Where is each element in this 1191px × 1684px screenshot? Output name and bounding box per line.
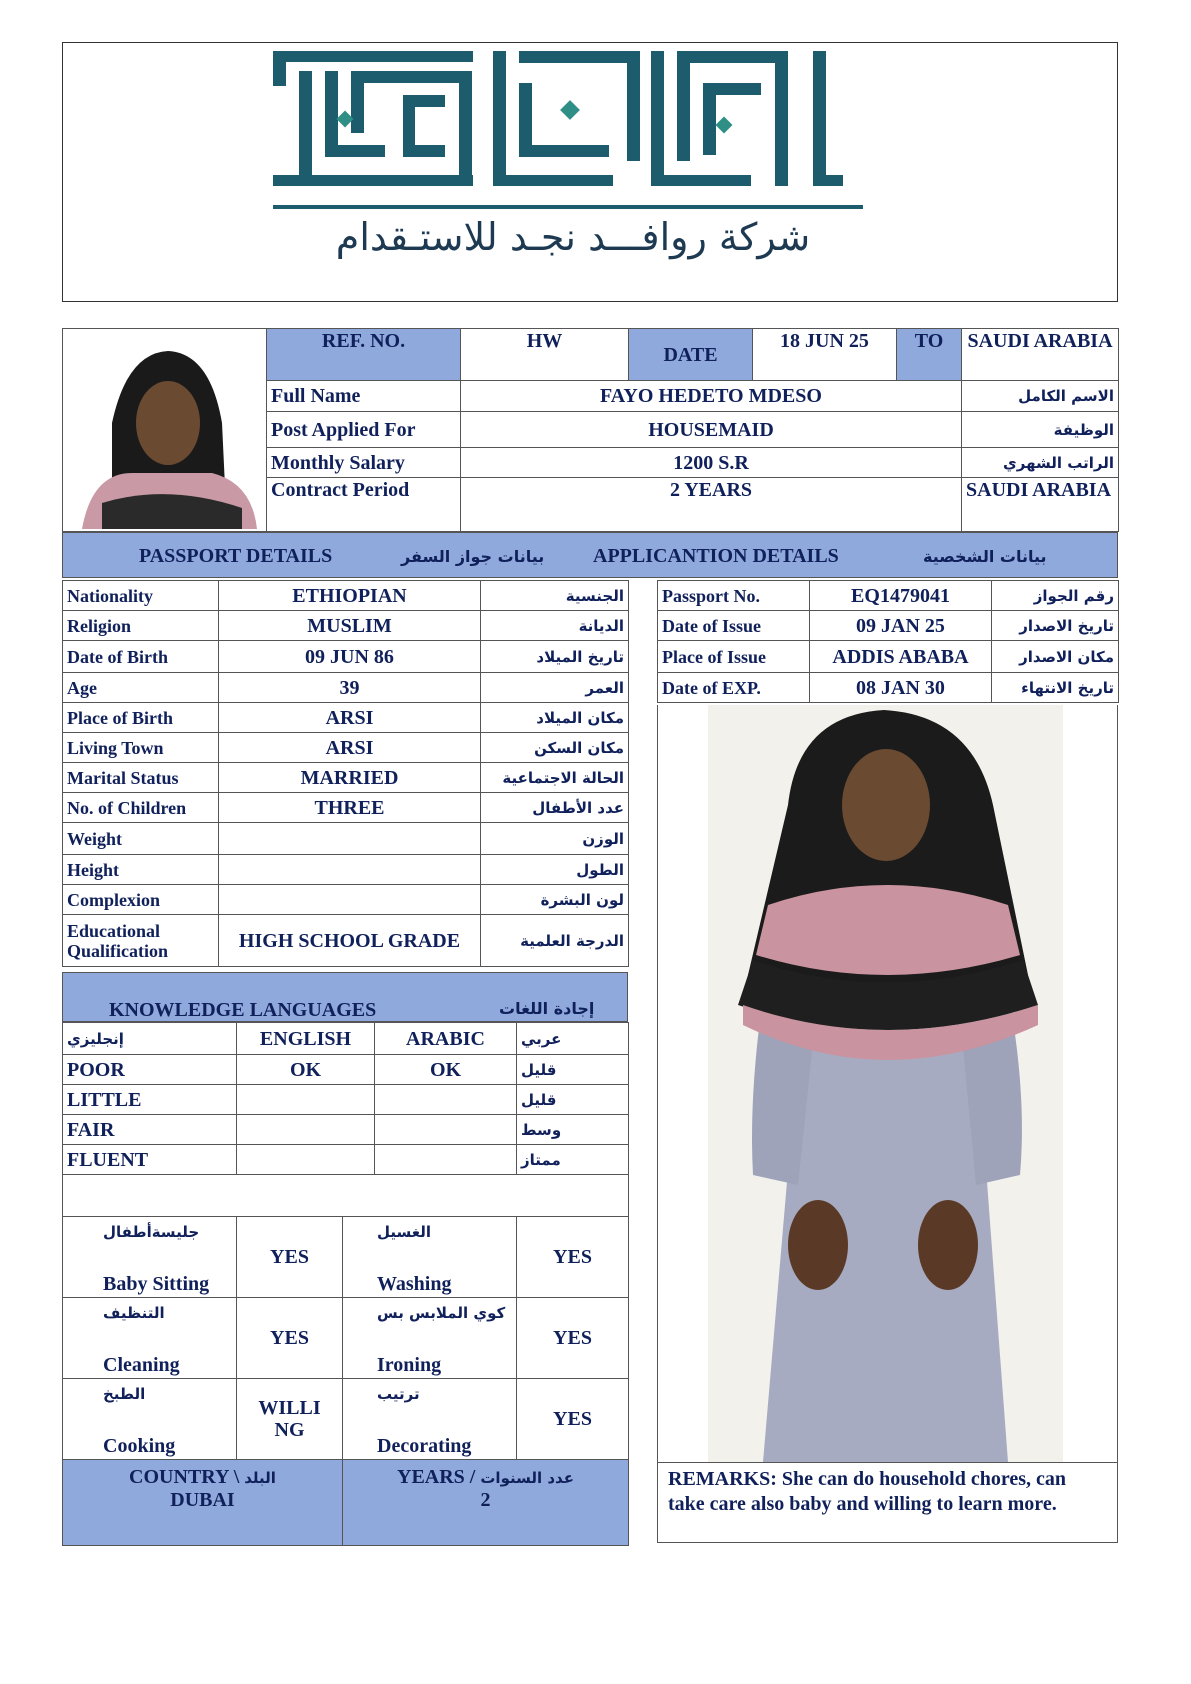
date-label: DATE xyxy=(629,329,753,381)
lang-english: OK xyxy=(237,1055,375,1085)
personal-row xyxy=(63,855,629,885)
passport-details-heading: PASSPORT DETAILS xyxy=(139,545,333,567)
personal-value: ARSI xyxy=(219,733,481,763)
personal-label: Religion xyxy=(63,611,219,641)
lang-head-ar-right: عربي xyxy=(517,1023,629,1055)
summary-value: 2 YEARS xyxy=(461,478,962,532)
personal-ar: الطول xyxy=(481,855,629,885)
summary-label: Contract Period xyxy=(267,478,461,532)
languages-table xyxy=(62,1022,629,1217)
personal-label: Marital Status xyxy=(63,763,219,793)
years-value: 2 xyxy=(480,1489,491,1511)
passport-label: Date of Issue xyxy=(658,611,810,641)
personal-ar: الجنسية xyxy=(481,581,629,611)
personal-value: 09 JUN 86 xyxy=(219,641,481,673)
summary-ar: الوظيفة xyxy=(962,412,1119,448)
personal-row xyxy=(63,885,629,915)
language-row xyxy=(63,1115,629,1145)
skill-left-ar: جليسةأطفال xyxy=(103,1223,200,1241)
passport-label: Place of Issue xyxy=(658,641,810,673)
lang-arabic xyxy=(375,1085,517,1115)
languages-heading-ar: إجادة اللغات xyxy=(499,999,595,1018)
passport-value: 09 JAN 25 xyxy=(810,611,992,641)
experience-years-cell xyxy=(343,1460,629,1546)
personal-ar: تاريخ الميلاد xyxy=(481,641,629,673)
personal-label: Educational Qualification xyxy=(63,915,219,967)
lang-ar: قليل xyxy=(517,1055,629,1085)
languages-heading-bar xyxy=(62,972,628,1022)
country-value: DUBAI xyxy=(170,1489,235,1511)
skill-left-en: Baby Sitting xyxy=(103,1273,210,1295)
skill-left-en: Cooking xyxy=(103,1435,176,1457)
skill-right-en: Washing xyxy=(377,1273,452,1295)
lang-level: FLUENT xyxy=(63,1145,237,1175)
lang-head-arabic: ARABIC xyxy=(375,1023,517,1055)
skill-right xyxy=(343,1298,517,1379)
personal-label: No. of Children xyxy=(63,793,219,823)
photo-cell xyxy=(63,329,267,532)
passport-value: ADDIS ABABA xyxy=(810,641,992,673)
skill-right-ar: ترتيب xyxy=(377,1385,420,1403)
passport-label: Date of EXP. xyxy=(658,673,810,703)
personal-value: MUSLIM xyxy=(219,611,481,641)
language-row xyxy=(63,1085,629,1115)
personal-value: 39 xyxy=(219,673,481,703)
skill-left xyxy=(63,1217,237,1298)
personal-row xyxy=(63,793,629,823)
personal-label: Date of Birth xyxy=(63,641,219,673)
personal-row xyxy=(63,641,629,673)
logo-tagline: شركة روافـــد نجـد للاستـقدام xyxy=(335,215,811,259)
header-table xyxy=(62,328,1119,532)
skill-left-value: YES xyxy=(237,1298,343,1379)
ref-label: REF. NO. xyxy=(267,329,461,381)
summary-ar: الراتب الشهري xyxy=(962,448,1119,478)
skill-left-ar: التنظيف xyxy=(103,1304,165,1322)
skill-left-en: Cleaning xyxy=(103,1354,180,1376)
passport-ar: مكان الاصدار xyxy=(992,641,1119,673)
skill-right xyxy=(343,1379,517,1460)
skill-right-ar: الغسيل xyxy=(377,1223,432,1241)
experience-country-cell xyxy=(63,1460,343,1546)
personal-ar: الحالة الاجتماعية xyxy=(481,763,629,793)
passport-ar: تاريخ الانتهاء xyxy=(992,673,1119,703)
personal-value xyxy=(219,823,481,855)
summary-label: Monthly Salary xyxy=(267,448,461,478)
personal-ar: الدرجة العلمية xyxy=(481,915,629,967)
summary-value: HOUSEMAID xyxy=(461,412,962,448)
personal-value xyxy=(219,855,481,885)
personal-label: Nationality xyxy=(63,581,219,611)
lang-english xyxy=(237,1115,375,1145)
remarks-text: REMARKS: She can do household chores, can take care also baby and willing to learn more. xyxy=(668,1468,1067,1515)
lang-arabic xyxy=(375,1145,517,1175)
to-label: TO xyxy=(897,329,962,381)
lang-ar: وسط xyxy=(517,1115,629,1145)
to-value: SAUDI ARABIA xyxy=(962,329,1119,381)
country-label: COUNTRY \ xyxy=(129,1466,240,1488)
skill-right-en: Ironing xyxy=(377,1354,442,1376)
passport-label: Passport No. xyxy=(658,581,810,611)
passport-value: 08 JAN 30 xyxy=(810,673,992,703)
years-label: YEARS / xyxy=(397,1466,476,1488)
skill-left-ar: الطبخ xyxy=(103,1385,146,1403)
years-label-ar: عدد السنوات xyxy=(480,1469,574,1487)
language-row xyxy=(63,1055,629,1085)
lang-level: POOR xyxy=(63,1055,237,1085)
skill-row xyxy=(63,1379,629,1460)
skill-right-en: Decorating xyxy=(377,1435,472,1457)
personal-value xyxy=(219,885,481,915)
lang-ar: قليل xyxy=(517,1085,629,1115)
summary-value: 1200 S.R xyxy=(461,448,962,478)
summary-ar: SAUDI ARABIA xyxy=(962,478,1119,532)
personal-ar: الوزن xyxy=(481,823,629,855)
skill-right xyxy=(343,1217,517,1298)
lang-head-english: ENGLISH xyxy=(237,1023,375,1055)
section-bar xyxy=(62,532,1118,578)
personal-value: THREE xyxy=(219,793,481,823)
passport-row xyxy=(658,673,1119,703)
lang-level: FAIR xyxy=(63,1115,237,1145)
personal-row xyxy=(63,823,629,855)
date-value: 18 JUN 25 xyxy=(753,329,897,381)
lang-head-ar-left: إنجليزي xyxy=(63,1023,237,1055)
remarks-box xyxy=(657,1462,1118,1543)
summary-value: FAYO HEDETO MDESO xyxy=(461,381,962,412)
skill-left-value: WILLI NG xyxy=(237,1379,343,1460)
language-row xyxy=(63,1145,629,1175)
lang-level: LITTLE xyxy=(63,1085,237,1115)
personal-ar: لون البشرة xyxy=(481,885,629,915)
skill-row xyxy=(63,1217,629,1298)
skill-right-value: YES xyxy=(517,1379,629,1460)
skill-row xyxy=(63,1298,629,1379)
personal-ar: مكان الميلاد xyxy=(481,703,629,733)
skill-left xyxy=(63,1379,237,1460)
passport-value: EQ1479041 xyxy=(810,581,992,611)
personal-row xyxy=(63,763,629,793)
personal-row xyxy=(63,611,629,641)
personal-row xyxy=(63,581,629,611)
application-details-heading: APPLICANTION DETAILS xyxy=(593,545,839,567)
personal-label: Place of Birth xyxy=(63,703,219,733)
lang-ar: ممتاز xyxy=(517,1145,629,1175)
lang-english xyxy=(237,1145,375,1175)
photo-standing-icon xyxy=(708,705,1063,1462)
passport-ar: رقم الجواز xyxy=(992,581,1119,611)
passport-row xyxy=(658,611,1119,641)
lang-arabic: OK xyxy=(375,1055,517,1085)
lang-english xyxy=(237,1085,375,1115)
personal-ar: عدد الأطفال xyxy=(481,793,629,823)
languages-heading: KNOWLEDGE LANGUAGES xyxy=(109,999,377,1021)
skill-left xyxy=(63,1298,237,1379)
personal-value: MARRIED xyxy=(219,763,481,793)
country-label-ar: البلد xyxy=(244,1469,276,1487)
passport-ar: تاريخ الاصدار xyxy=(992,611,1119,641)
personal-row xyxy=(63,703,629,733)
languages-spacer-row xyxy=(63,1175,629,1217)
application-details-heading-ar: بيانات الشخصية xyxy=(923,547,1047,566)
personal-label: Living Town xyxy=(63,733,219,763)
personal-value: ETHIOPIAN xyxy=(219,581,481,611)
personal-table xyxy=(62,580,629,967)
logo-box xyxy=(62,42,1118,302)
personal-ar: العمر xyxy=(481,673,629,703)
summary-label: Post Applied For xyxy=(267,412,461,448)
personal-ar: مكان السكن xyxy=(481,733,629,763)
personal-label: Complexion xyxy=(63,885,219,915)
skill-right-value: YES xyxy=(517,1217,629,1298)
skill-left-value: YES xyxy=(237,1217,343,1298)
skill-right-value: YES xyxy=(517,1298,629,1379)
lang-arabic xyxy=(375,1115,517,1145)
ref-value: HW xyxy=(461,329,629,381)
summary-label: Full Name xyxy=(267,381,461,412)
personal-label: Weight xyxy=(63,823,219,855)
summary-ar: الاسم الكامل xyxy=(962,381,1119,412)
personal-label: Age xyxy=(63,673,219,703)
personal-value: HIGH SCHOOL GRADE xyxy=(219,915,481,967)
personal-row xyxy=(63,733,629,763)
passport-details-heading-ar: بيانات جواز السفر xyxy=(401,547,545,566)
applicant-photo-full xyxy=(708,705,1063,1462)
personal-label: Height xyxy=(63,855,219,885)
personal-row xyxy=(63,673,629,703)
passport-row xyxy=(658,581,1119,611)
personal-value: ARSI xyxy=(219,703,481,733)
skill-right-ar: كوي الملابس بس xyxy=(377,1304,506,1322)
skills-table xyxy=(62,1216,629,1546)
personal-row xyxy=(63,915,629,967)
passport-table xyxy=(657,580,1119,703)
passport-row xyxy=(658,641,1119,673)
personal-ar: الديانة xyxy=(481,611,629,641)
